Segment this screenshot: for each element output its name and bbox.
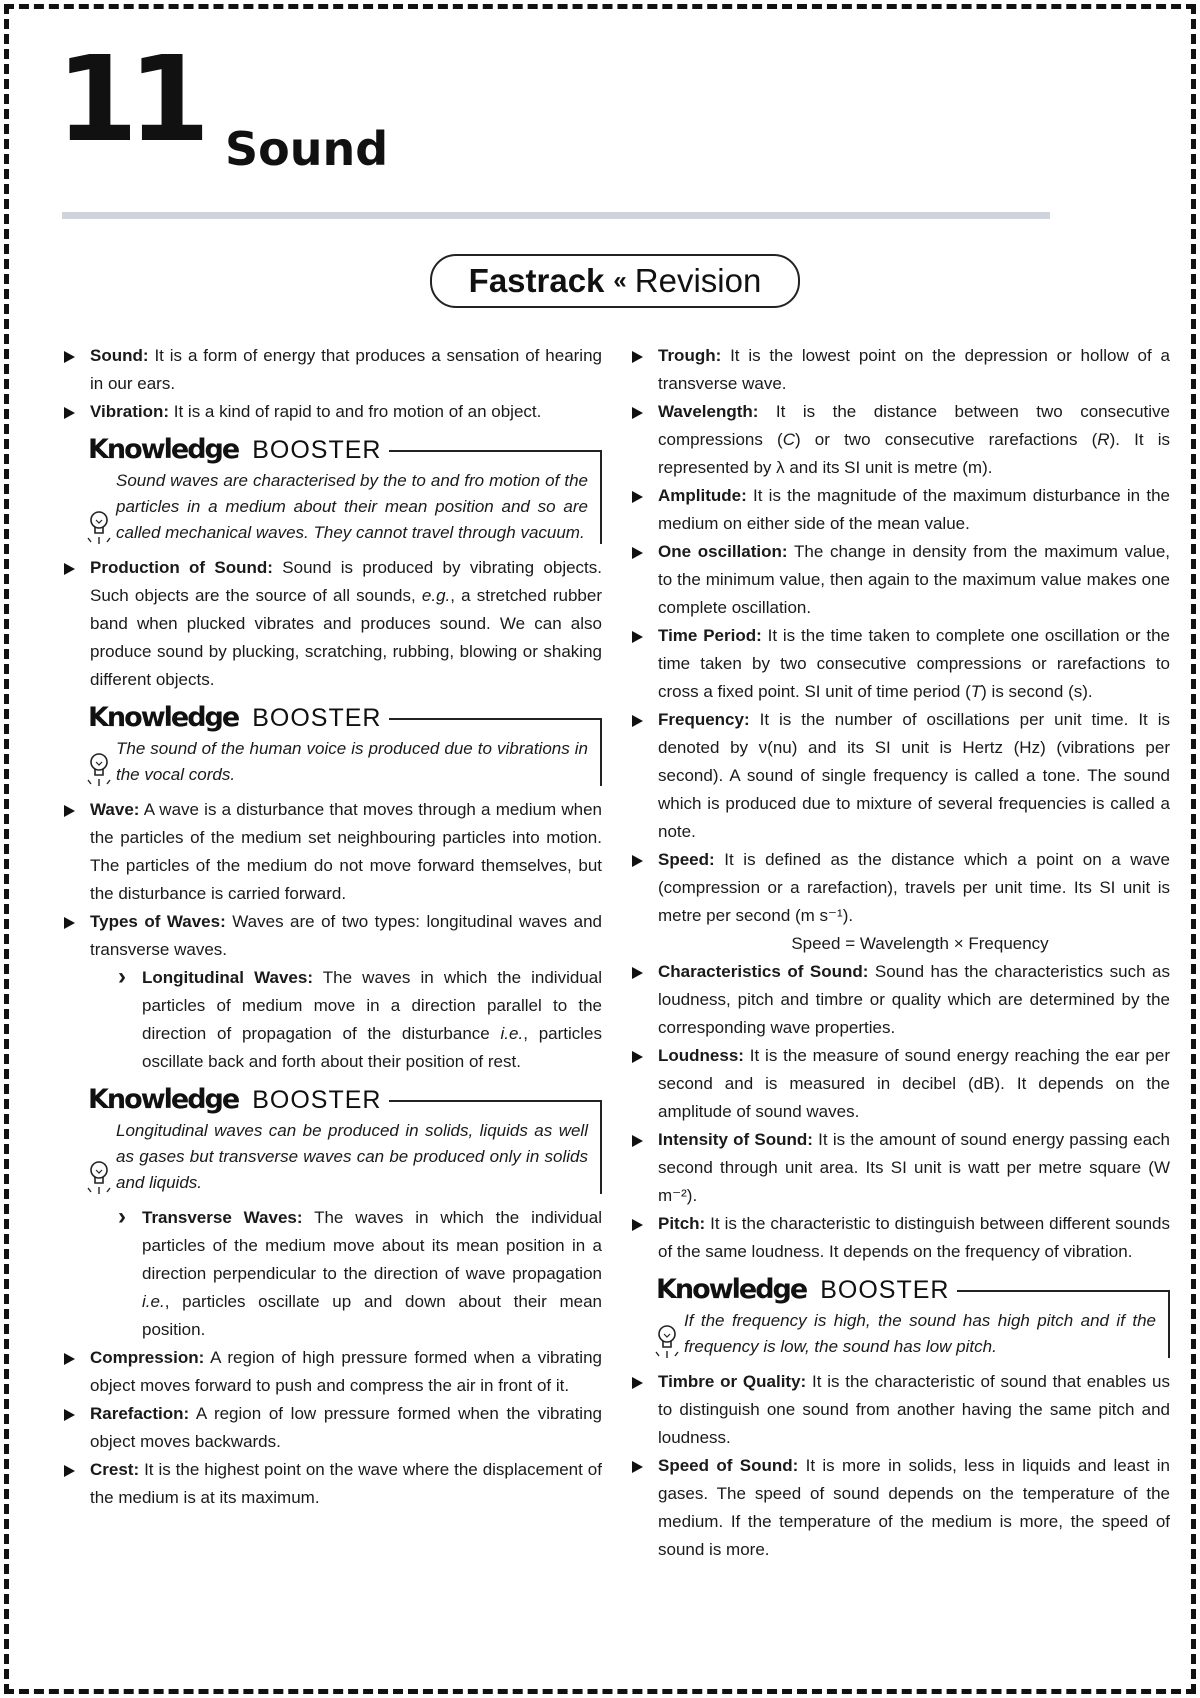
knowledge-booster-title: Knowledge BOOSTER: [88, 434, 382, 465]
list-item: Loudness: It is the measure of sound energy reaching the ear per second and is measured in decibel (dB). It depends on the amplitude of sound waves.: [630, 1042, 1170, 1126]
list-item: Time Period: It is the time taken to complete one oscillation or the time taken by two consecutive compressions or rarefactions to cross a fixed point. SI unit of time period (T) is second (s).: [630, 622, 1170, 706]
term: Longitudinal Waves:: [142, 968, 313, 987]
knowledge-booster-title: Knowledge BOOSTER: [88, 702, 382, 733]
right-column: [630, 342, 1170, 1564]
definition: It is a kind of rapid to and fro motion of an object.: [169, 402, 542, 421]
knowledge-booster-text: Sound waves are characterised by the to and fro motion of the particles in a medium about their mean position and so are called mechanical waves. They cannot travel through vacuum.: [88, 468, 602, 546]
term: Sound:: [90, 346, 149, 365]
definition: It is a form of energy that produces a sensation of hearing in our ears.: [90, 346, 602, 393]
list-item: Pitch: It is the characteristic to distinguish between different sounds of the same loudness. It depends on the frequency of vibration.: [630, 1210, 1170, 1266]
knowledge-booster-text: The sound of the human voice is produced due to vibrations in the vocal cords.: [88, 736, 602, 788]
sub-list-item: › Transverse Waves: The waves in which the individual particles of the medium move about its mean position in a direction perpendicular to the direction of wave propagation i.e., particles oscillate up and down about their mean position.: [62, 1204, 602, 1344]
list-item: [62, 398, 602, 426]
lightbulb-icon: [84, 1158, 114, 1196]
term: Speed:: [658, 850, 715, 869]
list-item: Crest: It is the highest point on the wave where the displacement of the medium is at its maximum.: [62, 1456, 602, 1512]
list-item: Frequency: It is the number of oscillations per unit time. It is denoted by ν(nu) and its SI unit is Hertz (Hz) (vibrations per second). A sound of single frequency is called a tone. The sound which is produced due to mixture of several frequencies is called a note.: [630, 706, 1170, 846]
term: Crest:: [90, 1460, 140, 1479]
term: Production of Sound:: [90, 558, 273, 577]
list-item: One oscillation: The change in density from the maximum value, to the minimum value, then again to the maximum value makes one complete oscillation.: [630, 538, 1170, 622]
term: Intensity of Sound:: [658, 1130, 813, 1149]
lightbulb-icon: [84, 750, 114, 788]
term: Rarefaction:: [90, 1404, 190, 1423]
chapter-title: Sound: [225, 122, 389, 176]
term: Time Period:: [658, 626, 762, 645]
term: Characteristics of Sound:: [658, 962, 869, 981]
list-item: Characteristics of Sound: Sound has the characteristics such as loudness, pitch and timbre or quality which are determined by the corresponding wave properties.: [630, 958, 1170, 1042]
term: Types of Waves:: [90, 912, 226, 931]
list-item: Trough: It is the lowest point on the depression or hollow of a transverse wave.: [630, 342, 1170, 398]
term: Frequency:: [658, 710, 750, 729]
list-item: Timbre or Quality: It is the characteristic of sound that enables us to distinguish one sound from another having the same pitch and loudness.: [630, 1368, 1170, 1452]
term: Timbre or Quality:: [658, 1372, 807, 1391]
knowledge-booster-text: Longitudinal waves can be produced in solids, liquids as well as gases but transverse waves can be produced only in solids and liquids.: [88, 1118, 602, 1196]
knowledge-booster: [88, 1082, 602, 1196]
fastrack-revision-banner: [430, 254, 800, 308]
header-rule: [62, 212, 1050, 219]
term: Pitch:: [658, 1214, 706, 1233]
term: Wavelength:: [658, 402, 759, 421]
term: Speed of Sound:: [658, 1456, 799, 1475]
term: One oscillation:: [658, 542, 788, 561]
list-item: Wavelength: It is the distance between two consecutive compressions (C) or two consecutive rarefactions (R). It is represented by λ and its SI unit is metre (m).: [630, 398, 1170, 482]
knowledge-booster-text: If the frequency is high, the sound has high pitch and if the frequency is low, the sound has low pitch.: [656, 1308, 1170, 1360]
knowledge-booster-title: Knowledge BOOSTER: [656, 1274, 950, 1305]
knowledge-booster-title: Knowledge BOOSTER: [88, 1084, 382, 1115]
list-item: Types of Waves: Waves are of two types: longitudinal waves and transverse waves.: [62, 908, 602, 964]
list-item: [62, 342, 602, 398]
list-item: Amplitude: It is the magnitude of the maximum disturbance in the medium on either side of the mean value.: [630, 482, 1170, 538]
knowledge-booster: [656, 1272, 1170, 1360]
lightbulb-icon: [84, 508, 114, 546]
knowledge-booster: [88, 700, 602, 788]
chapter-number: 11: [56, 30, 201, 168]
banner-label: Revision: [634, 262, 762, 299]
term: Wave:: [90, 800, 140, 819]
list-item: Production of Sound: Sound is produced by vibrating objects. Such objects are the source of all sounds, e.g., a stretched rubber band when plucked vibrates and produces sound. We can also produce sound by plucking, scratching, rubbing, blowing or shaking different objects.: [62, 554, 602, 694]
term: Transverse Waves:: [142, 1208, 303, 1227]
list-item: Speed: It is defined as the distance which a point on a wave (compression or a rarefaction), travels per unit time. Its SI unit is metre per second (m s⁻¹).: [630, 846, 1170, 930]
list-item: Rarefaction: A region of low pressure formed when the vibrating object moves backwards.: [62, 1400, 602, 1456]
list-item: Wave: A wave is a disturbance that moves through a medium when the particles of the medium set neighbouring particles into motion. The particles of the medium do not move forward themselves, but the disturbance is carried forward.: [62, 796, 602, 908]
term: Amplitude:: [658, 486, 747, 505]
speed-formula: Speed = Wavelength × Frequency: [791, 934, 1049, 953]
list-item: Intensity of Sound: It is the amount of sound energy passing each second through unit area. Its SI unit is watt per metre square (W m⁻²).: [630, 1126, 1170, 1210]
list-item: Compression: A region of high pressure formed when a vibrating object moves forward to push and compress the air in front of it.: [62, 1344, 602, 1400]
knowledge-booster: [88, 432, 602, 546]
lightbulb-icon: [652, 1322, 682, 1360]
list-item: Speed of Sound: It is more in solids, less in liquids and least in gases. The speed of sound depends on the temperature of the medium. If the temperature of the medium is more, the speed of sound is more.: [630, 1452, 1170, 1564]
term: Vibration:: [90, 402, 170, 421]
term: Trough:: [658, 346, 722, 365]
left-column: [62, 342, 602, 1512]
brand-mark: «: [613, 267, 627, 294]
term: Loudness:: [658, 1046, 744, 1065]
sub-list-item: › Longitudinal Waves: The waves in which the individual particles of medium move in a direction parallel to the direction of propagation of the disturbance i.e., particles oscillate back and forth about their position of rest.: [62, 964, 602, 1076]
term: Compression:: [90, 1348, 205, 1367]
brand-name: Fastrack: [468, 262, 605, 299]
